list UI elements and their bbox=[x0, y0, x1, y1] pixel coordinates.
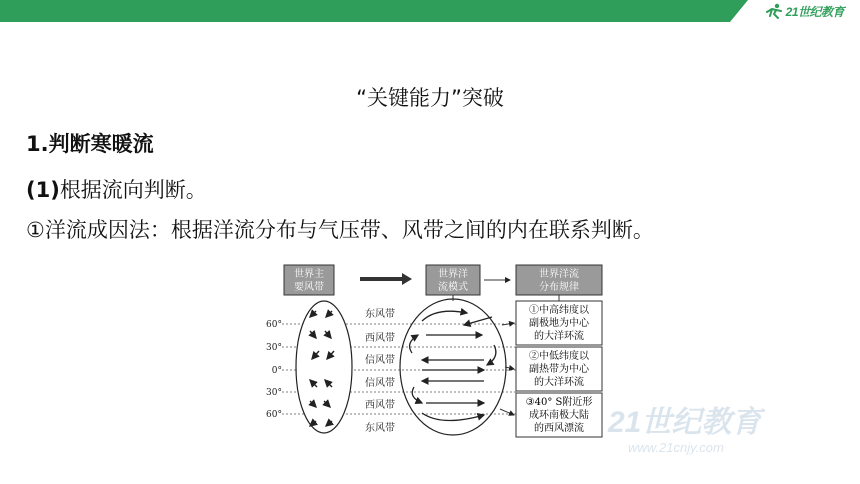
lat-label-60n: 60° bbox=[266, 320, 282, 330]
running-man-icon bbox=[765, 3, 783, 19]
belt-label-trade-winds-s: 信风带 bbox=[365, 378, 395, 389]
top-banner bbox=[0, 0, 860, 22]
watermark-logo bbox=[598, 398, 828, 458]
rule-box-2 bbox=[516, 347, 602, 391]
lat-label-0: 0° bbox=[271, 366, 282, 376]
wind-belt-box-line1: 世界主 bbox=[294, 269, 324, 280]
ocean-current-diagram bbox=[262, 263, 608, 440]
lat-label-30s: 30° bbox=[266, 388, 282, 398]
belt-label-polar-easterlies-n: 东风带 bbox=[365, 309, 395, 320]
brand-logo-text: 21世纪教育 bbox=[785, 4, 844, 19]
distribution-law-box-line1: 世界洋流 bbox=[539, 269, 579, 280]
lat-label-60s: 60° bbox=[266, 410, 282, 420]
method-point: ①洋流成因法：根据洋流分布与气压带、风带之间的内在联系判断。 bbox=[26, 218, 654, 242]
current-mode-box-line2: 流模式 bbox=[438, 282, 468, 293]
rule-connectors bbox=[500, 323, 514, 415]
wind-belt-globe bbox=[296, 301, 352, 433]
belt-label-westerlies-n: 西风带 bbox=[365, 333, 395, 344]
rule1-line2: 副极地为中心 bbox=[529, 318, 589, 329]
watermark-url: www.21cnjy.com bbox=[628, 440, 724, 455]
rule2-line2: 副热带为中心 bbox=[529, 364, 589, 375]
subsection-text: 根据流向判断。 bbox=[59, 178, 207, 202]
subsection-number: (1) bbox=[26, 178, 60, 202]
rule1-line1: ①中高纬度以 bbox=[529, 305, 589, 316]
rule-box-3 bbox=[516, 393, 602, 437]
rule2-line3: 的大洋环流 bbox=[534, 377, 584, 388]
wind-belt-box-line2: 要风带 bbox=[294, 282, 324, 293]
belt-label-trade-winds-n: 信风带 bbox=[365, 355, 395, 366]
rule2-line1: ②中低纬度以 bbox=[529, 351, 589, 362]
current-mode-box-line1: 世界洋 bbox=[438, 269, 468, 280]
distribution-law-box-line2: 分布规律 bbox=[539, 282, 579, 293]
watermark-text: 21世纪教育 bbox=[608, 406, 762, 439]
lat-label-30n: 30° bbox=[266, 343, 282, 353]
rule3-line3: 的西风漂流 bbox=[534, 423, 584, 434]
rule3-line2: 成环南极大陆 bbox=[529, 410, 589, 421]
current-arrows bbox=[410, 311, 496, 420]
belt-label-westerlies-s: 西风带 bbox=[365, 400, 395, 411]
flow-arrow-right-head bbox=[402, 273, 412, 285]
rule-box-1 bbox=[516, 301, 602, 345]
rule3-line1: ③40° S附近形 bbox=[525, 397, 593, 408]
section-heading: 1.判断寒暖流 bbox=[26, 132, 154, 156]
brand-logo bbox=[765, 2, 844, 20]
belt-label-polar-easterlies-s: 东风带 bbox=[365, 423, 395, 434]
rule1-line3: 的大洋环流 bbox=[534, 331, 584, 342]
subsection-heading bbox=[26, 174, 207, 204]
page-title: “关键能力”突破 bbox=[356, 86, 504, 110]
ocean-current-globe bbox=[400, 299, 506, 435]
